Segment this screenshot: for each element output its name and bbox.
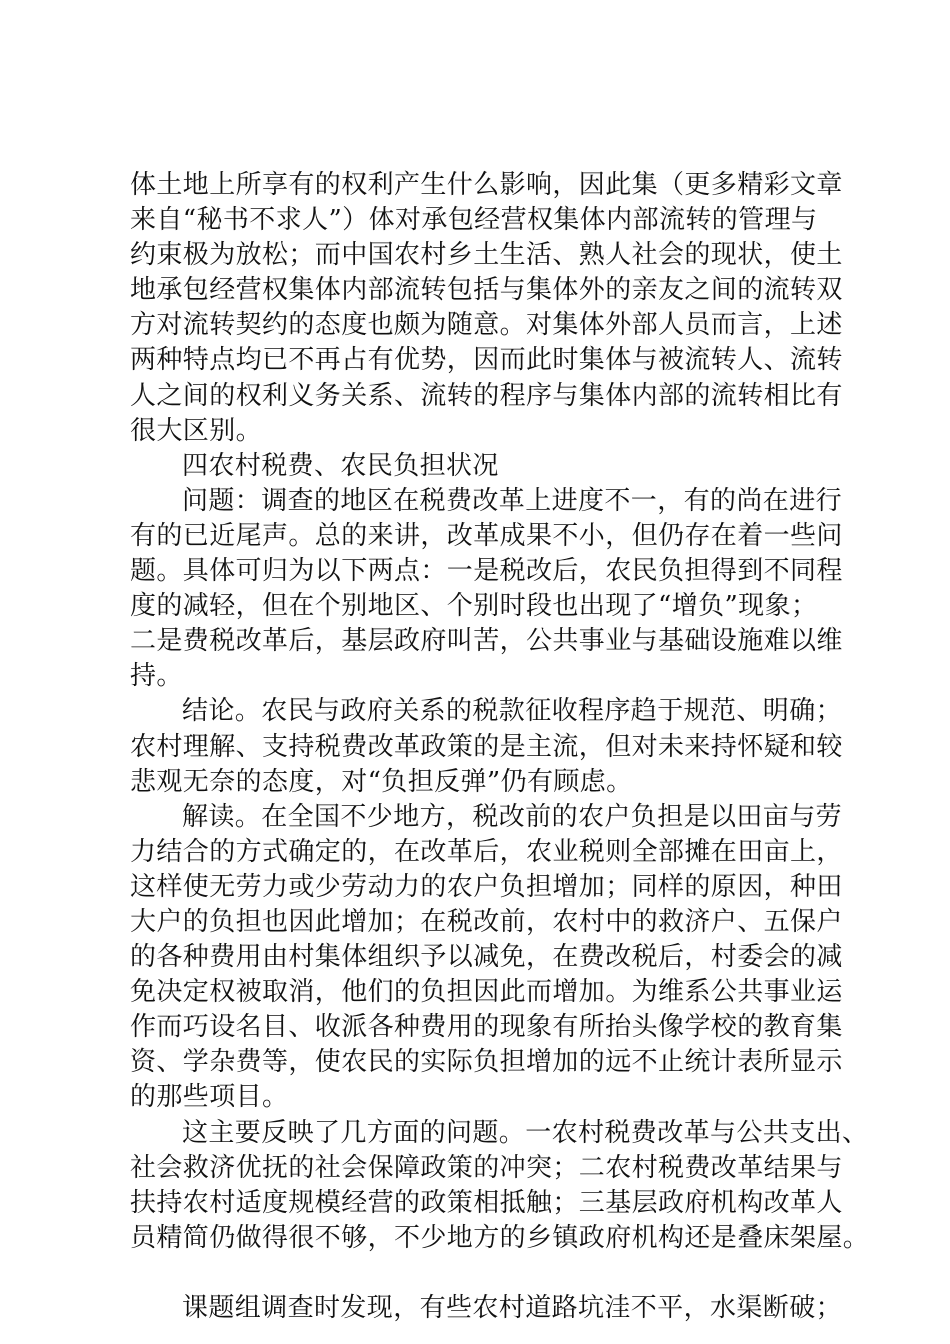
text-line: 免决定权被取消，他们的负担因此而增加。为维系公共事业运 <box>130 977 843 1008</box>
text-line: 来自“秘书不求人”）体对承包经营权集体内部流转的管理与 <box>130 205 818 236</box>
text-line: 问题：调查的地区在税费改革上进度不一，有的尚在进行 <box>182 485 843 516</box>
text-line: 体土地上所享有的权利产生什么影响，因此集（更多精彩文章 <box>130 170 843 200</box>
text-line: 两种特点均已不再占有优势，因而此时集体与被流转人、流转 <box>130 345 843 376</box>
text-line: 资、学杂费等，使农民的实际负担增加的远不止统计表所显示 <box>130 1047 843 1078</box>
text-line: 题。具体可归为以下两点：一是税改后，农民负担得到不同程 <box>130 556 843 587</box>
text-line: 课题组调查时发现，有些农村道路坑洼不平，水渠断破； <box>182 1293 843 1323</box>
text-line: 解读。在全国不少地方，税改前的农户负担是以田亩与劳 <box>182 801 843 832</box>
section-heading: 四农村税费、农民负担状况 <box>182 450 499 481</box>
text-line: 农村理解、支持税费改革政策的是主流，但对未来持怀疑和较 <box>130 731 843 762</box>
text-line: 方对流转契约的态度也颇为随意。对集体外部人员而言，上述 <box>130 310 843 341</box>
text-line: 结论。农民与政府关系的税款征收程序趋于规范、明确； <box>182 696 843 727</box>
text-line: 的那些项目。 <box>130 1082 289 1113</box>
blank-line <box>130 1256 830 1291</box>
text-line: 这主要反映了几方面的问题。一农村税费改革与公共支出、 <box>182 1117 869 1148</box>
text-line: 地承包经营权集体内部流转包括与集体外的亲友之间的流转双 <box>130 275 843 306</box>
document-body <box>130 168 870 1326</box>
text-line: 大户的负担也因此增加；在税改前，农村中的救济户、五保户 <box>130 906 843 937</box>
text-line: 有的已近尾声。总的来讲，改革成果不小，但仍存在着一些问 <box>130 520 843 551</box>
text-line: 约束极为放松；而中国农村乡土生活、熟人社会的现状，使土 <box>130 240 843 271</box>
text-line: 很大区别。 <box>130 415 263 446</box>
text-line: 力结合的方式确定的，在改革后，农业税则全部摊在田亩上， <box>130 836 843 867</box>
text-line: 员精简仍做得很不够，不少地方的乡镇政府机构还是叠床架屋。 <box>130 1222 870 1253</box>
text-line: 悲观无奈的态度，对“负担反弹”仍有顾虑。 <box>130 766 633 797</box>
text-line: 二是费税改革后，基层政府叫苦，公共事业与基础设施难以维 <box>130 626 843 657</box>
text-line: 社会救济优抚的社会保障政策的冲突；二农村税费改革结果与 <box>130 1152 843 1183</box>
text-line: 作而巧设名目、收派各种费用的现象有所抬头像学校的教育集 <box>130 1012 843 1043</box>
text-line: 的各种费用由村集体组织予以减免，在费改税后，村委会的减 <box>130 942 843 973</box>
text-line: 持。 <box>130 661 183 692</box>
text-line: 扶持农村适度规模经营的政策相抵触；三基层政府机构改革人 <box>130 1187 843 1218</box>
text-line: 度的减轻，但在个别地区、个别时段也出现了“增负”现象； <box>130 591 818 622</box>
text-line: 人之间的权利义务关系、流转的程序与集体内部的流转相比有 <box>130 380 843 411</box>
text-line: 这样使无劳力或少劳动力的农户负担增加；同样的原因，种田 <box>130 871 843 902</box>
